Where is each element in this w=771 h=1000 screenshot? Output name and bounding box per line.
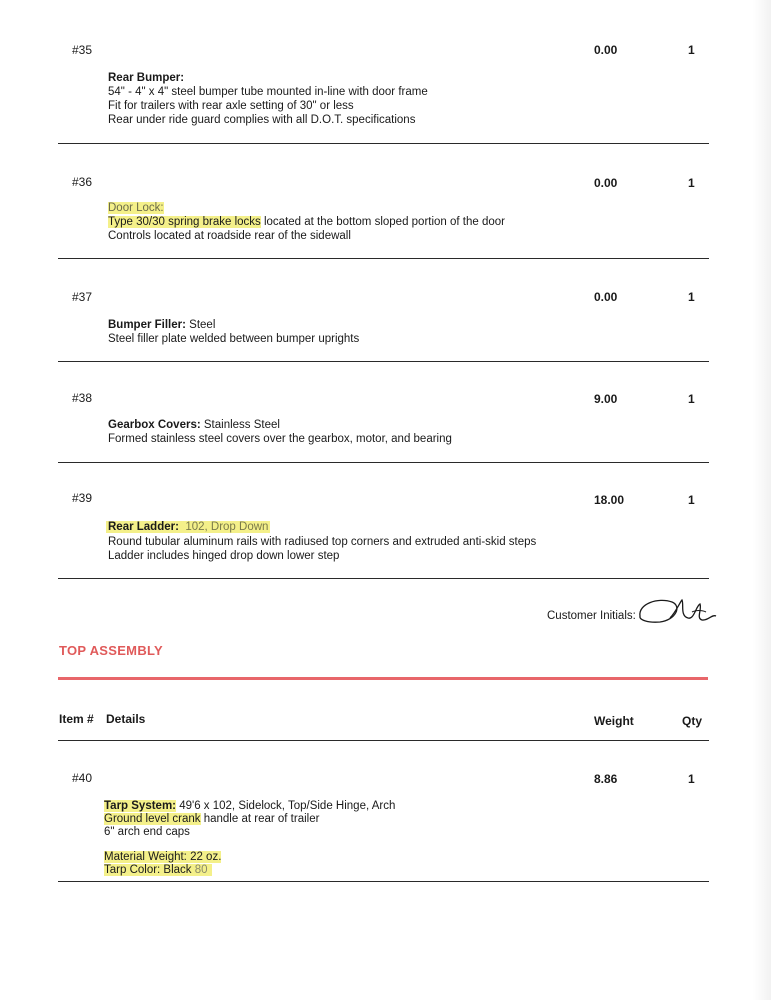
item-qty: 1: [688, 772, 695, 786]
item-number: #39: [72, 491, 93, 505]
item-detail-line: [108, 215, 505, 230]
heading-value: 49'6 x 102, Sidelock, Top/Side Hinge, Arch: [179, 800, 396, 812]
item-detail-line: Round tubular aluminum rails with radiused top corners and extruded anti-skid steps: [108, 536, 537, 548]
item-heading: [108, 318, 215, 333]
item-number: #37: [72, 290, 93, 304]
initials-signature: [636, 594, 720, 628]
heading-label: Gearbox Covers:: [108, 419, 201, 431]
item-detail-line: Steel filler plate welded between bumper uprights: [108, 333, 360, 345]
row-divider: [58, 578, 709, 579]
item-detail-line: 6" arch end caps: [104, 826, 190, 838]
item-number: #40: [72, 771, 93, 785]
highlighted-text: Type 30/30 spring brake locks: [108, 216, 261, 228]
row-divider: [58, 258, 709, 259]
item-heading: [108, 418, 280, 433]
item-qty: 1: [688, 392, 695, 406]
highlighted-heading: Tarp System:: [104, 800, 177, 812]
item-heading: Rear Bumper:: [108, 72, 185, 84]
item-detail-line: 54" - 4" x 4" steel bumper tube mounted in-line with door frame: [108, 86, 428, 98]
item-number: #35: [72, 43, 93, 57]
header-divider: [58, 740, 709, 741]
column-header-item: Item #: [59, 712, 94, 726]
item-weight: 0.00: [594, 43, 618, 57]
item-weight: 9.00: [594, 392, 618, 406]
item-qty: 1: [688, 290, 695, 304]
section-title-rule: [58, 677, 708, 680]
section-title: TOP ASSEMBLY: [59, 643, 164, 658]
heading-value: Steel: [189, 319, 216, 331]
heading-value: Stainless Steel: [203, 419, 280, 431]
row-divider: [58, 462, 709, 463]
item-detail-line: Ladder includes hinged drop down lower step: [108, 550, 340, 562]
item-qty: 1: [688, 43, 695, 57]
tarp-color-label: Tarp Color: Black: [104, 864, 192, 876]
row-divider: [58, 881, 709, 882]
heading-value: 102, Drop Down: [185, 521, 269, 533]
tarp-color-code: 80: [194, 864, 208, 876]
item-qty: 1: [688, 176, 695, 190]
highlighted-text: Material Weight: 22 oz.: [104, 851, 222, 863]
detail-text: handle at rear of trailer: [200, 813, 320, 825]
heading-label: Bumper Filler:: [108, 319, 186, 331]
column-header-qty: Qty: [682, 714, 703, 728]
highlighted-heading: [106, 521, 270, 533]
item-weight: 0.00: [594, 176, 618, 190]
highlighted-heading: Door Lock:: [108, 202, 164, 214]
item-heading: [106, 520, 270, 535]
highlighted-text: [104, 864, 212, 876]
item-weight: 18.00: [594, 493, 625, 507]
heading-label: Rear Ladder:: [108, 521, 179, 533]
customer-initials-label: Customer Initials:: [547, 610, 636, 622]
item-number: #36: [72, 175, 93, 189]
column-header-details: Details: [106, 712, 146, 726]
item-qty: 1: [688, 493, 695, 507]
item-number: #38: [72, 391, 93, 405]
item-heading: [108, 201, 164, 216]
tarp-color: [104, 863, 212, 878]
row-divider: [58, 143, 709, 144]
item-detail-line: Rear under ride guard complies with all D.O.T. specifications: [108, 114, 416, 126]
column-header-weight: Weight: [594, 714, 634, 728]
scan-edge-shadow: [753, 0, 771, 1000]
item-weight: 8.86: [594, 772, 618, 786]
item-weight: 0.00: [594, 290, 618, 304]
detail-text: located at the bottom sloped portion of the door: [260, 216, 505, 228]
item-detail-line: Formed stainless steel covers over the gearbox, motor, and bearing: [108, 433, 452, 445]
row-divider: [58, 361, 709, 362]
item-detail-line: Fit for trailers with rear axle setting of 30" or less: [108, 100, 354, 112]
item-detail-line: Controls located at roadside rear of the sidewall: [108, 230, 351, 242]
highlighted-text: Ground level crank: [104, 813, 201, 825]
